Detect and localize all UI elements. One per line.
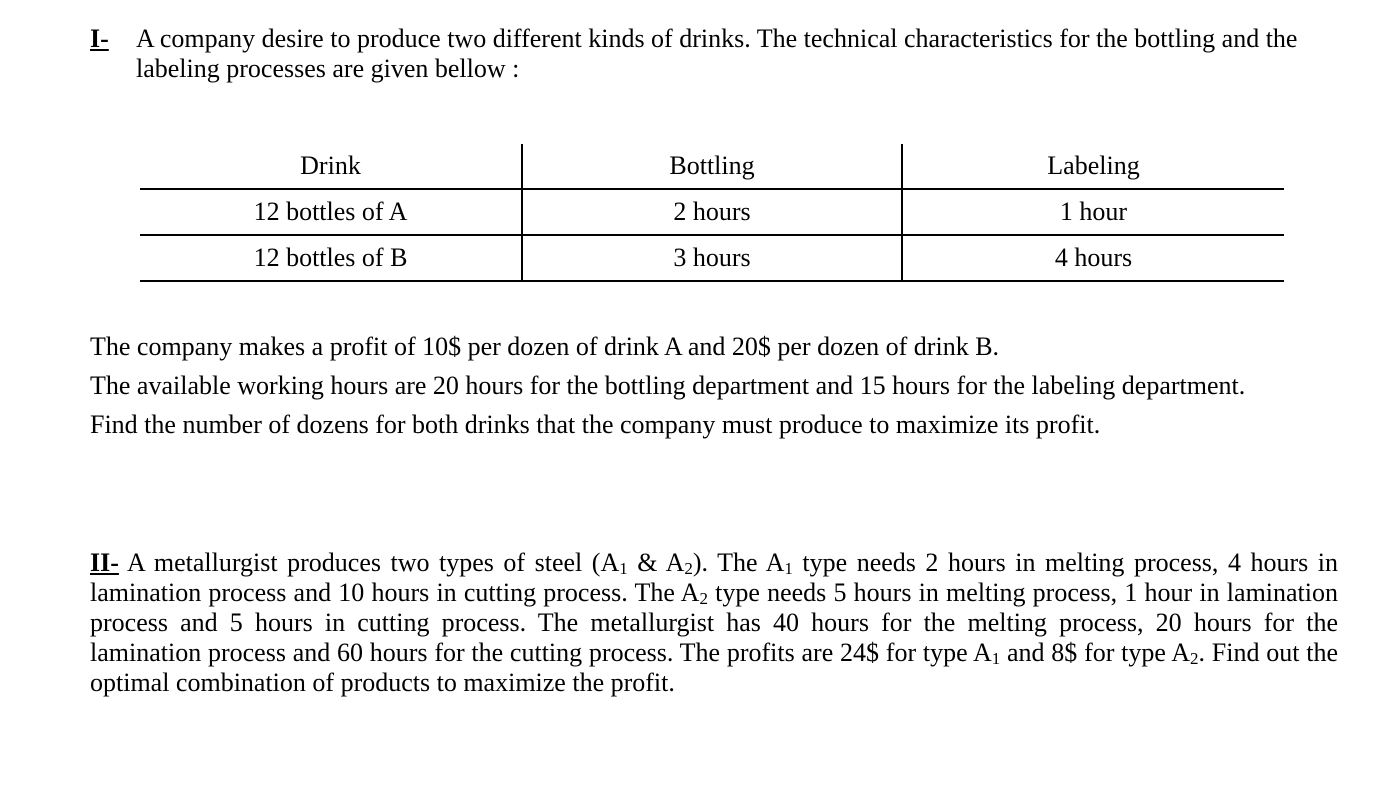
section-one-intro bbox=[90, 24, 1345, 84]
subscript: 1 bbox=[991, 649, 1001, 668]
section-two-marker: II- bbox=[90, 548, 119, 577]
section-one-marker: I- bbox=[90, 24, 109, 53]
subscript: 2 bbox=[1190, 649, 1199, 668]
cell-drink: 12 bottles of B bbox=[140, 235, 522, 281]
cell-drink: 12 bottles of A bbox=[140, 189, 522, 235]
cell-bottling: 3 hours bbox=[522, 235, 902, 281]
header-labeling: Labeling bbox=[902, 144, 1284, 189]
section-two-text: A metallurgist produces two types of steel (A bbox=[118, 548, 620, 577]
section-two-text: . Find out the optimal combination of products to maximize the profit. bbox=[90, 638, 1338, 697]
header-bottling: Bottling bbox=[522, 144, 902, 189]
subscript: 2 bbox=[684, 559, 693, 578]
section-one bbox=[90, 24, 1345, 84]
table-header-row bbox=[140, 144, 1284, 189]
cell-labeling: 1 hour bbox=[902, 189, 1284, 235]
cell-labeling: 4 hours bbox=[902, 235, 1284, 281]
section-two-text: & A bbox=[627, 548, 685, 577]
subscript: 1 bbox=[619, 559, 628, 578]
header-drink: Drink bbox=[140, 144, 522, 189]
section-two-text: type needs 5 hours in melting process, 1 hour in lamination process and 5 hours in cutting process. The metallurgist has 40 hours for the melting process, 20 hours for the lamination process and 60 hours for the cutting process. The profits are 24$ for type A bbox=[90, 578, 1339, 667]
subscript: 1 bbox=[784, 559, 793, 578]
section-one-paragraphs bbox=[90, 332, 1338, 449]
cell-bottling: 2 hours bbox=[522, 189, 902, 235]
table-row bbox=[140, 189, 1284, 235]
drinks-table bbox=[140, 144, 1284, 282]
section-two-text: type needs 2 hours in melting process, 4 hours in lamination process and 10 hours in cutting process. The A bbox=[90, 548, 1339, 607]
table-row bbox=[140, 235, 1284, 281]
section-one-intro-text: A company desire to produce two different kinds of drinks. The technical characteristics for the bottling and the labeling processes are given bellow : bbox=[136, 24, 1298, 83]
hours-paragraph: The available working hours are 20 hours for the bottling department and 15 hours for the labeling department. bbox=[90, 371, 1246, 400]
question-paragraph: Find the number of dozens for both drinks that the company must produce to maximize its profit. bbox=[90, 410, 1101, 439]
section-two-text: and 8$ for type A bbox=[1000, 638, 1191, 667]
section-two bbox=[90, 548, 1338, 698]
profit-paragraph: The company makes a profit of 10$ per dozen of drink A and 20$ per dozen of drink B. bbox=[90, 332, 1000, 361]
section-two-text: ). The A bbox=[692, 548, 785, 577]
subscript: 2 bbox=[699, 589, 708, 608]
